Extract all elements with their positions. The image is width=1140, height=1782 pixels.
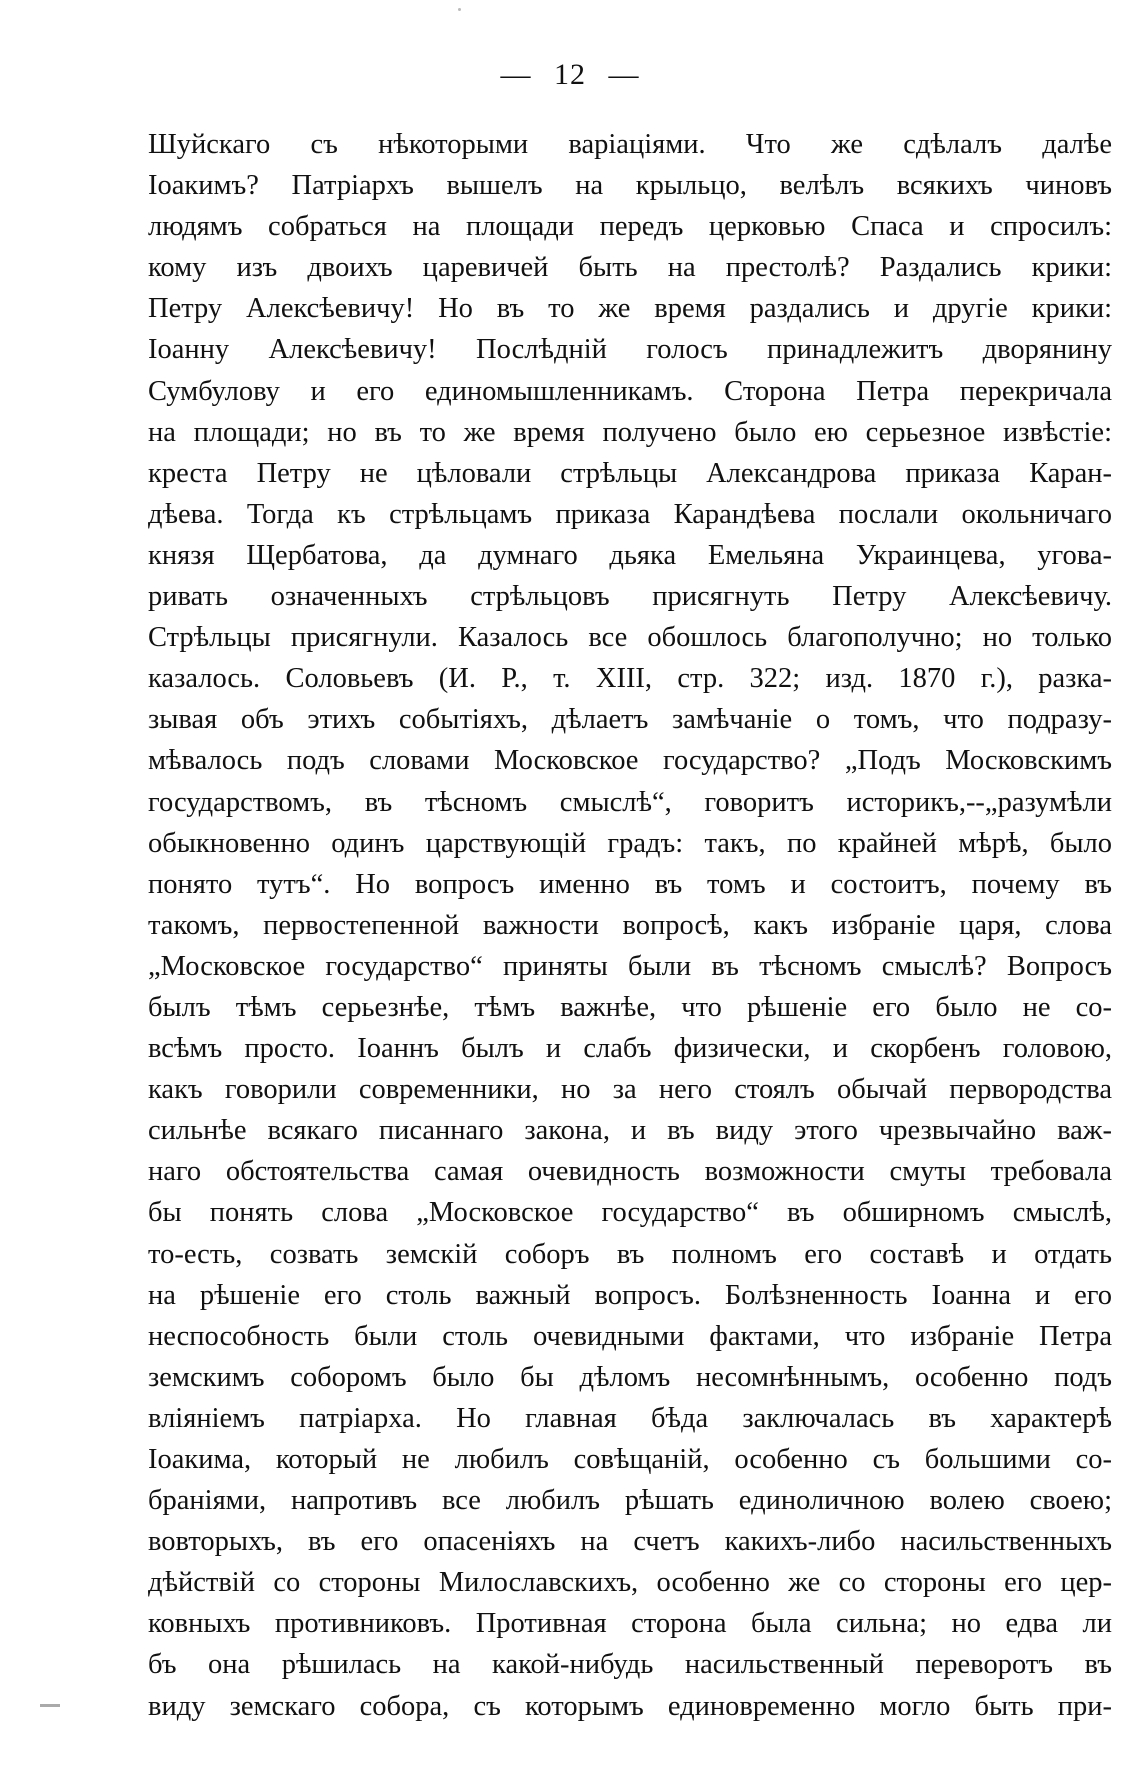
text-line: казалось. Соловьевъ (И. Р., т. XIII, стр. 322; изд. 1870 г.), разка- — [148, 663, 1112, 695]
text-line: Шуйскаго съ нѣкоторыми варіаціями. Что же сдѣлалъ далѣе — [148, 129, 1112, 160]
text-line: обыкновенно одинъ царствующій градъ: такъ, по крайней мѣрѣ, было — [148, 827, 1112, 859]
text-line: кому изъ двоихъ царевичей быть на престолѣ? Раздались крики: — [148, 252, 1112, 284]
text-line: вовторыхъ, въ его опасеніяхъ на счетъ какихъ-либо насильственныхъ — [148, 1526, 1112, 1558]
text-line: Стрѣльцы присягнули. Казалось все обошлось благополучно; но только — [148, 622, 1112, 654]
page-text — [148, 124, 1112, 1727]
text-line: князя Щербатова, да думнаго дьяка Емельяна Украинцева, угова- — [148, 539, 1112, 571]
text-line: на рѣшеніе его столь важный вопросъ. Болѣзненность Іоанна и его — [148, 1279, 1112, 1311]
text-line: такомъ, первостепенной важности вопросѣ, какъ избраніе царя, слова — [148, 909, 1112, 941]
text-line: креста Петру не цѣловали стрѣльцы Александрова приказа Каран- — [148, 457, 1112, 489]
text-line: браніями, напротивъ все любилъ рѣшать единоличною волею своею; — [148, 1485, 1112, 1517]
text-line: „Московское государство“ приняты были въ тѣсномъ смыслѣ? Вопросъ — [148, 950, 1112, 982]
text-line: на площади; но въ то же время получено было ею серьезное извѣстіе: — [148, 416, 1112, 448]
text-line: Сумбулову и его единомышленникамъ. Сторона Петра перекричала — [148, 375, 1112, 407]
text-line: земскимъ соборомъ было бы дѣломъ несомнѣннымъ, особенно подъ — [148, 1361, 1112, 1393]
text-line: бы понять слова „Московское государство“ въ обширномъ смыслѣ, — [148, 1197, 1112, 1229]
text-line: всѣмъ просто. Іоаннъ былъ и слабъ физически, и скорбенъ головою, — [148, 1033, 1112, 1065]
text-line: то-есть, созвать земскій соборъ въ полномъ его составѣ и отдать — [148, 1238, 1112, 1270]
text-line: какъ говорили современники, но за него стоялъ обычай первородства — [148, 1074, 1112, 1106]
text-line: ковныхъ противниковъ. Противная сторона была сильна; но едва ли — [148, 1608, 1112, 1640]
text-line: вліяніемъ патріарха. Но главная бѣда заключалась въ характерѣ — [148, 1402, 1112, 1434]
text-line: бъ она рѣшилась на какой-нибудь насильственный переворотъ въ — [148, 1649, 1112, 1681]
text-line: дѣева. Тогда къ стрѣльцамъ приказа Карандѣева послали окольничаго — [148, 498, 1112, 530]
text-line: былъ тѣмъ серьезнѣе, тѣмъ важнѣе, что рѣшеніе его было не со- — [148, 991, 1112, 1023]
text-line: мѣвалось подъ словами Московское государство? „Подъ Московскимъ — [148, 745, 1112, 777]
text-line: Іоакима, который не любилъ совѣщаній, особенно съ большими со- — [148, 1444, 1112, 1475]
text-line: неспособность были столь очевидными фактами, что избраніе Петра — [148, 1320, 1112, 1352]
text-line: наго обстоятельства самая очевидность возможности смуты требовала — [148, 1156, 1112, 1188]
text-line: Іоакимъ? Патріархъ вышелъ на крыльцо, велѣлъ всякихъ чиновъ — [148, 170, 1112, 202]
text-line: дѣйствій со стороны Милославскихъ, особенно же со стороны его цер- — [148, 1567, 1112, 1599]
margin-mark — [40, 1704, 60, 1707]
text-line: государствомъ, въ тѣсномъ смыслѣ“, говоритъ историкъ,--„разумѣли — [148, 786, 1112, 818]
text-line: понято тутъ“. Но вопросъ именно въ томъ и состоитъ, почему въ — [148, 868, 1112, 900]
text-line: людямъ собраться на площади передъ церковью Спаса и спросилъ: — [148, 211, 1112, 243]
text-line: виду земскаго собора, съ которымъ единовременно могло быть при- — [148, 1690, 1112, 1722]
text-line: зывая объ этихъ событіяхъ, дѣлаетъ замѣчаніе о томъ, что подразу- — [148, 704, 1112, 736]
text-line: Петру Алексѣевичу! Но въ то же время раздались и другіе крики: — [148, 293, 1112, 325]
page-number: — 12 — — [500, 58, 640, 91]
text-line: Іоанну Алексѣевичу! Послѣдній голосъ принадлежитъ дворянину — [148, 334, 1112, 366]
scan-speck — [458, 8, 461, 11]
text-line: сильнѣе всякаго писаннаго закона, и въ виду этого чрезвычайно важ- — [148, 1115, 1112, 1147]
text-line: ривать означенныхъ стрѣльцовъ присягнуть Петру Алексѣевичу. — [148, 581, 1112, 613]
